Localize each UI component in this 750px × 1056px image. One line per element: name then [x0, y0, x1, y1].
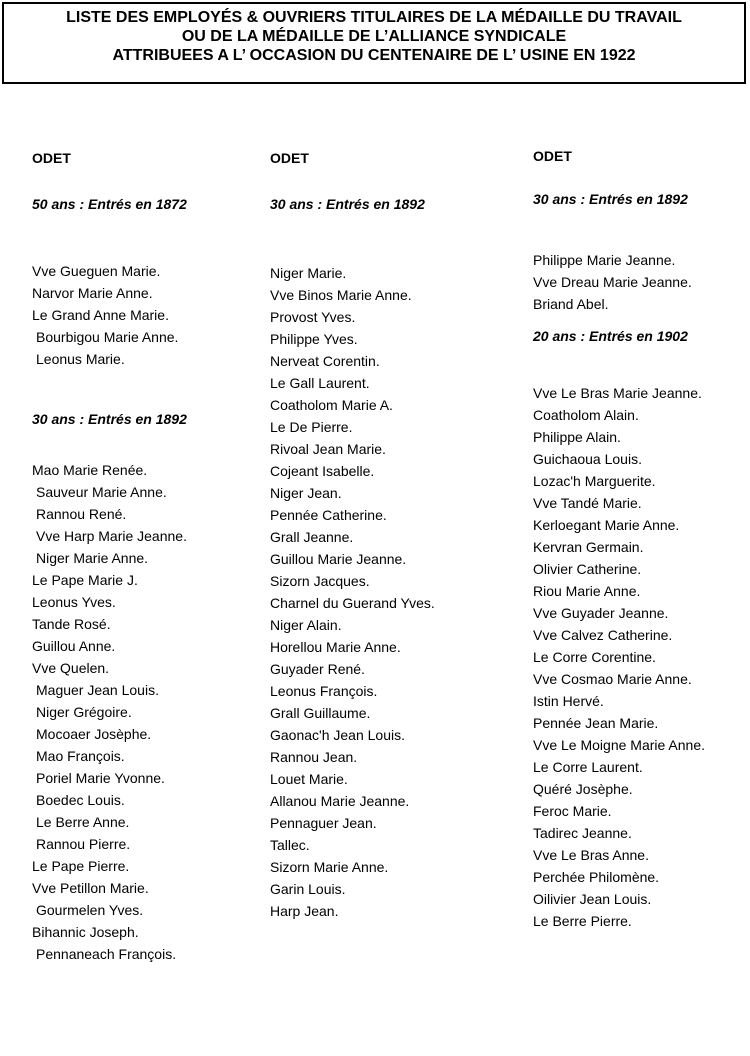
list-item: Le Gall Laurent. [270, 375, 370, 391]
list-item: Olivier Catherine. [533, 561, 642, 577]
title-line-1: LISTE DES EMPLOYÉS & OUVRIERS TITULAIRES DE LA MÉDAILLE DU TRAVAIL [66, 9, 682, 26]
list-item: Gaonac'h Jean Louis. [270, 727, 405, 743]
list-item: Vve Le Bras Marie Jeanne. [533, 385, 702, 401]
list-item: Sauveur Marie Anne. [36, 484, 167, 500]
list-item: Louet Marie. [270, 771, 348, 787]
list-item: Riou Marie Anne. [533, 583, 641, 599]
list-item: Vve Calvez Catherine. [533, 627, 673, 643]
list-item: Bourbigou Marie Anne. [36, 329, 179, 345]
list-item: Tande Rosé. [32, 616, 111, 632]
list-item: Le Pape Pierre. [32, 858, 130, 874]
list-item: Maguer Jean Louis. [36, 682, 159, 698]
list-item: Philippe Yves. [270, 331, 358, 347]
list-item: Guichaoua Louis. [533, 451, 642, 467]
list-item: Quéré Josèphe. [533, 781, 633, 797]
list-item: Poriel Marie Yvonne. [36, 770, 165, 786]
list-item: Guyader René. [270, 661, 365, 677]
list-item: Vve Binos Marie Anne. [270, 287, 412, 303]
list-item: Vve Petillon Marie. [32, 880, 149, 896]
list-item: Philippe Alain. [533, 429, 621, 445]
title-line-2: OU DE LA MÉDAILLE DE L’ALLIANCE SYNDICALE [181, 28, 567, 45]
list-item: Gourmelen Yves. [36, 902, 144, 918]
list-item: Le Corre Laurent. [533, 759, 643, 775]
list-item: Kerloegant Marie Anne. [533, 517, 680, 533]
list-item: Le De Pierre. [270, 419, 353, 435]
list-item: Pennaneach François. [36, 946, 177, 962]
list-item: Niger Alain. [270, 617, 342, 633]
column-2-heading: ODET [270, 150, 309, 166]
list-item: Vve Cosmao Marie Anne. [533, 671, 692, 687]
column-1-section-2-list [32, 459, 187, 965]
list-item: Vve Quelen. [32, 660, 110, 676]
list-item: Coatholom Alain. [533, 407, 639, 423]
list-item: Boedec Louis. [36, 792, 125, 808]
list-item: Grall Guillaume. [270, 705, 371, 721]
list-item: Rannou Jean. [270, 749, 358, 765]
column-3-section-2-title: 20 ans : Entrés en 1902 [533, 328, 688, 344]
list-item: Feroc Marie. [533, 803, 612, 819]
list-item: Perchée Philomène. [533, 869, 660, 885]
column-1-section-1-title: 50 ans : Entrés en 1872 [32, 196, 187, 212]
list-item: Horellou Marie Anne. [270, 639, 401, 655]
list-item: Niger Jean. [270, 485, 342, 501]
list-item: Briand Abel. [533, 296, 609, 312]
list-item: Pennée Jean Marie. [533, 715, 659, 731]
list-item: Vve Le Bras Anne. [533, 847, 649, 863]
list-item: Charnel du Guerand Yves. [270, 595, 435, 611]
list-item: Coatholom Marie A. [270, 397, 393, 413]
list-item: Mocoaer Josèphe. [36, 726, 152, 742]
list-item: Vve Gueguen Marie. [32, 263, 161, 279]
list-item: Nerveat Corentin. [270, 353, 380, 369]
list-item: Niger Grégoire. [36, 704, 132, 720]
list-item: Vve Dreau Marie Jeanne. [533, 274, 692, 290]
list-item: Le Pape Marie J. [32, 572, 138, 588]
list-item: Allanou Marie Jeanne. [270, 793, 410, 809]
list-item: Provost Yves. [270, 309, 356, 325]
list-item: Philippe Marie Jeanne. [533, 252, 676, 268]
list-item: Rannou René. [36, 506, 127, 522]
list-item: Vve Le Moigne Marie Anne. [533, 737, 705, 753]
list-item: Guillou Anne. [32, 638, 116, 654]
column-3-section-1-list [533, 249, 692, 315]
list-item: Le Grand Anne Marie. [32, 307, 169, 323]
list-item: Kervran Germain. [533, 539, 644, 555]
list-item: Niger Marie. [270, 265, 347, 281]
list-item: Mao Marie Renée. [32, 462, 148, 478]
list-item: Harp Jean. [270, 903, 339, 919]
list-item: Vve Guyader Jeanne. [533, 605, 669, 621]
list-item: Guillou Marie Jeanne. [270, 551, 407, 567]
column-3-heading: ODET [533, 148, 572, 164]
list-item: Rannou Pierre. [36, 836, 131, 852]
list-item: Le Berre Pierre. [533, 913, 632, 929]
list-item: Sizorn Marie Anne. [270, 859, 389, 875]
list-item: Rivoal Jean Marie. [270, 441, 386, 457]
list-item: Vve Harp Marie Jeanne. [36, 528, 187, 544]
list-item: Tadirec Jeanne. [533, 825, 632, 841]
list-item: Niger Marie Anne. [36, 550, 149, 566]
list-item: Sizorn Jacques. [270, 573, 370, 589]
list-item: Pennée Catherine. [270, 507, 387, 523]
list-item: Le Berre Anne. [36, 814, 130, 830]
list-item: Le Corre Corentine. [533, 649, 656, 665]
list-item: Lozac'h Marguerite. [533, 473, 656, 489]
list-item: Tallec. [270, 837, 310, 853]
title-line-3: ATTRIBUEES A L’ OCCASION DU CENTENAIRE DE L’ USINE EN 1922 [112, 47, 636, 64]
column-1-section-2-title: 30 ans : Entrés en 1892 [32, 411, 187, 427]
list-item: Mao François. [36, 748, 125, 764]
list-item: Oilivier Jean Louis. [533, 891, 652, 907]
title-box [2, 2, 746, 84]
list-item: Leonus Marie. [36, 351, 125, 367]
list-item: Garin Louis. [270, 881, 346, 897]
list-item: Narvor Marie Anne. [32, 285, 153, 301]
list-item: Istin Hervé. [533, 693, 604, 709]
column-1-heading: ODET [32, 150, 71, 166]
column-1-section-1-list [32, 260, 178, 370]
list-item: Vve Tandé Marie. [533, 495, 642, 511]
column-2-section-1-list [270, 262, 435, 922]
column-3-section-2-list [533, 382, 705, 932]
list-item: Grall Jeanne. [270, 529, 354, 545]
list-item: Pennaguer Jean. [270, 815, 377, 831]
list-item: Leonus François. [270, 683, 378, 699]
list-item: Leonus Yves. [32, 594, 116, 610]
column-3-section-1-title: 30 ans : Entrés en 1892 [533, 191, 688, 207]
list-item: Cojeant Isabelle. [270, 463, 375, 479]
list-item: Bihannic Joseph. [32, 924, 139, 940]
column-2-section-1-title: 30 ans : Entrés en 1892 [270, 196, 425, 212]
